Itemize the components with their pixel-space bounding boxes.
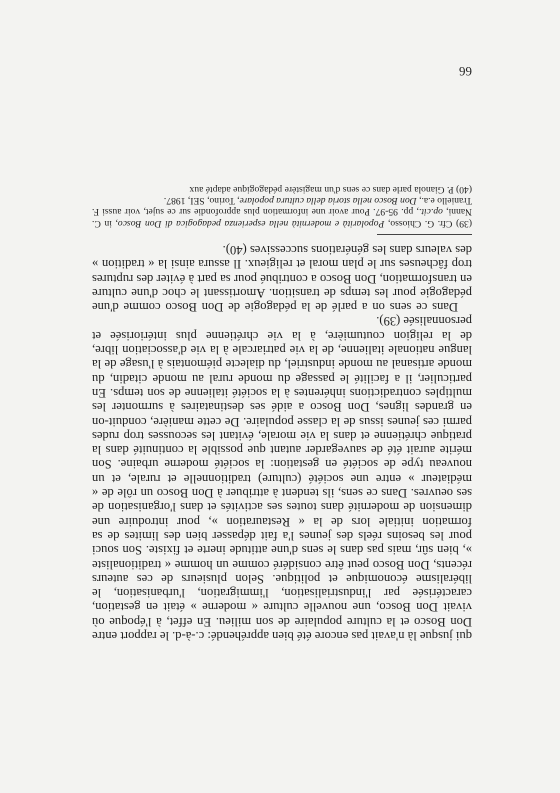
footnote-divider	[377, 234, 472, 235]
footnote-39	[92, 195, 472, 229]
footnote-39-text-c: , in C. Nanni,	[92, 206, 472, 229]
body-paragraph-2: Dans ce sens on a parlé de la pédagogie de Don Bosco comme d'une pédagogie pour les temps de transition. Amortissant le choc d'une culture en transformation, Don Bosco a contribué pour sa part à éviter des ruptures trop fâcheuses sur le plan moral et religieux. Il assura ainsi la « tradition » des valeurs dans les générations successives (40).	[92, 242, 472, 315]
footnote-39-text-g: , Torino, SEI, 1987.	[163, 195, 240, 207]
footnote-39-text-a: (39) Cfr. G. Chiosso,	[384, 217, 472, 229]
footnote-39-title-1: Popolarità e modernità nella esperienza pedagogica di Don Bosco	[117, 217, 385, 229]
footnote-39-opcit: op.cit.	[418, 206, 443, 218]
body-paragraph-1: qui jusque là n'avait pas encore été bien appréhendé: c.-à-d. le rapport entre Don Bosco et la culture populaire de son milieu. En effet, à l'époque où vivait Don Bosco, une nouvelle culture « moderne » était en gestation, caractérisée par l'industrialisation, l'immigration, l'urbanisation, le libéralisme économique et politique. Selon plusieurs de ces auteurs récents, Don Bosco peut être considéré comme un homme « traditionaliste », bien sûr, mais pas dans le sens d'une attitude inerte et fixiste. Son souci pour les besoins réels des jeunes l'a fait dépasser bien des limites de sa formation initiale lors de la « Restauration », pour introduire une dimension de modernité dans toutes ses activités et dans l'organisation de ses oeuvres. Dans ce sens, ils tendent à attribuer à Don Bosco un rôle de « médiateur » entre une société (culture) traditionnelle et rurale, et un nouveau type de société en gestation: la société moderne urbaine. Son mérite aurait été de sauvegarder autant que possible la continuité dans la pratique chrétienne et dans la vie morale, évitant les secousses trop rudes parmi ces jeunes issus de la classe populaire. De cette manière, conduit-on en grandes lignes, Don Bosco a aidé ses destinataires à surmonter les multiples contradictions inhérentes à la société italienne de son temps. En particulier, il a facilité le passage du monde rural au monde citadin, du monde artisanal au monde industriel, du dialecte piémontais à l'usage de la langue nationale italienne, de la vie patriarcale à la vie d'association libre, de la religion coutumière, à la vie chrétienne plus intériorisée et personnalisée (39).	[92, 314, 472, 643]
footnote-40: (40) P. Gianola parle dans ce sens d'un magistère pédagogique adapté aux	[189, 184, 472, 196]
main-text-block	[92, 184, 472, 643]
footnote-39-text-e: , pp. 95-97. Pour avoir une information plus approfondie sur ce sujet, voir aussi F. Traniello e.a.,	[92, 195, 472, 218]
footnote-39-title-2: Don Bosco nella storia della cultura popolare	[239, 195, 417, 207]
page-number: 66	[459, 64, 472, 79]
